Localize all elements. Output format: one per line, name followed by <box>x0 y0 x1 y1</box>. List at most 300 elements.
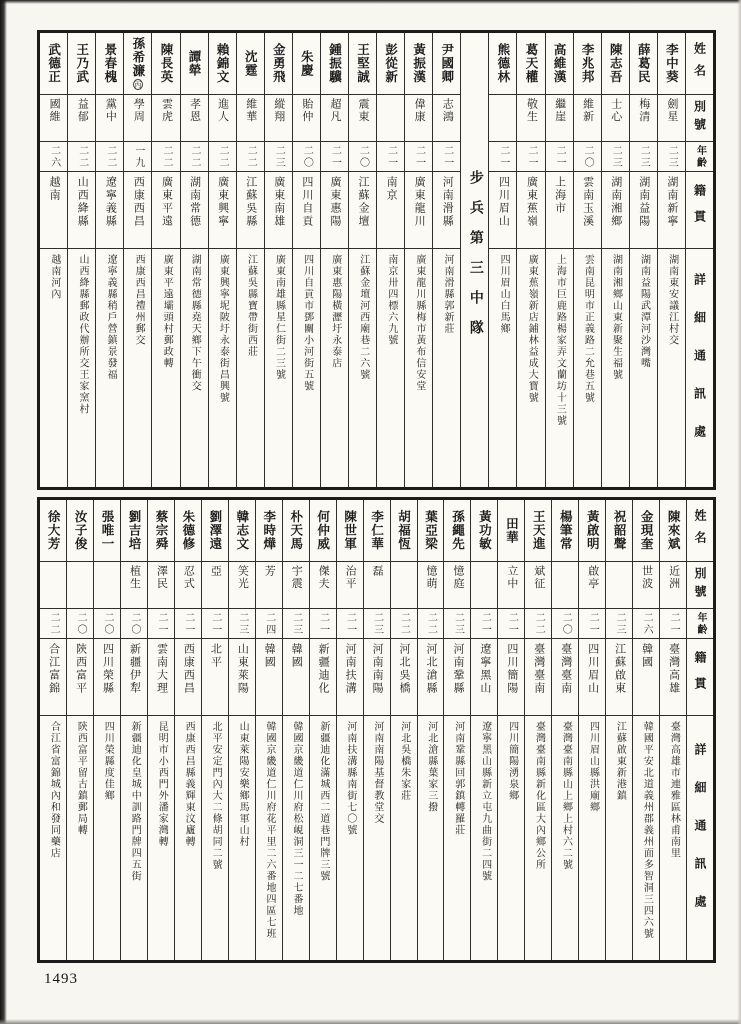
person-alias-cell <box>525 562 551 609</box>
person-column <box>66 500 93 960</box>
person-name-cell <box>574 33 601 95</box>
person-address: 四川眉山縣洪廟鄉 <box>587 721 599 813</box>
person-address: 廣東惠陽橫瀝圩永泰店 <box>329 254 341 369</box>
person-address-cell <box>471 716 497 960</box>
person-name-wrap <box>662 43 680 84</box>
person-origin: 山西絳縣 <box>76 176 89 228</box>
person-name-cell <box>660 500 686 562</box>
person-age-cell <box>444 609 470 639</box>
person-address: 臺灣臺南縣新化區大內鄉公所 <box>533 721 545 871</box>
person-address: 河南鞏縣回郭鎮轉羅莊 <box>452 721 464 836</box>
person-age: 二三 <box>610 144 622 169</box>
person-alias: 亞 <box>209 565 222 578</box>
person-alias-cell <box>256 562 282 609</box>
person-address: 四川自貢市鄧關小河街五號 <box>301 254 313 392</box>
header-column <box>686 500 713 960</box>
scan-artifact-bottom-edge <box>0 1019 741 1024</box>
person-age: 二三 <box>371 611 383 636</box>
person-name-cell <box>293 33 320 95</box>
person-age: 二三 <box>614 611 626 636</box>
person-age-cell <box>229 609 255 639</box>
person-name-wrap <box>395 510 413 551</box>
person-address-cell <box>602 249 629 487</box>
person-age-cell <box>67 609 93 639</box>
person-origin: 臺灣高雄 <box>667 643 680 695</box>
person-age: 二一 <box>441 144 453 169</box>
person-age: 一九 <box>132 144 144 169</box>
person-age-cell <box>283 609 309 639</box>
header-origin-label: 籍貫 <box>692 184 707 236</box>
person-name-cell <box>658 33 685 95</box>
roster-table-top <box>37 30 716 490</box>
person-column <box>236 33 264 487</box>
person-age: 二二 <box>76 144 88 169</box>
person-address-cell <box>67 716 93 960</box>
company-label-column <box>460 33 488 487</box>
person-address-cell <box>96 249 123 487</box>
person-age: 二一 <box>413 144 425 169</box>
page-number: 1493 <box>44 971 78 987</box>
person-age-cell <box>124 142 151 172</box>
person-column <box>632 500 659 960</box>
person-age: 二一 <box>155 611 167 636</box>
person-address: 四川眉山白馬鄉 <box>498 254 510 335</box>
person-address-cell <box>579 716 605 960</box>
person-name-cell <box>405 33 432 95</box>
person-origin: 遼寧義縣 <box>104 176 117 228</box>
person-alias-cell <box>40 562 66 609</box>
header-name-label: 姓名 <box>693 508 708 553</box>
person-age: 二一 <box>497 144 509 169</box>
person-alias: 傑夫 <box>317 565 330 590</box>
person-address: 廣東龍川縣梅市黃布信安堂 <box>413 254 425 392</box>
person-alias-cell <box>237 95 264 142</box>
person-name: 田華 <box>504 517 519 544</box>
person-alias-cell <box>94 562 120 609</box>
person-alias: 啟亭 <box>586 565 599 590</box>
person-column <box>348 33 376 487</box>
person-address-cell <box>364 716 390 960</box>
person-address: 臺灣臺南縣山上鄉上村六二號 <box>560 721 572 871</box>
person-name-wrap <box>550 43 568 84</box>
person-name-cell <box>633 500 659 562</box>
person-alias-cell <box>517 95 544 142</box>
person-column <box>432 33 460 487</box>
person-name: 朱慶 <box>299 50 314 77</box>
person-age-cell <box>630 142 657 172</box>
person-name-wrap <box>583 510 601 551</box>
person-address: 西康西昌縣義輝東汶廬轉 <box>183 721 195 848</box>
person-column <box>147 500 174 960</box>
person-origin: 山東萊陽 <box>236 643 249 695</box>
person-name-wrap <box>664 510 682 551</box>
person-name: 何仲威 <box>315 510 330 551</box>
person-address-cell <box>310 716 336 960</box>
person-origin-cell <box>321 172 348 249</box>
header-age-label: 年齡 <box>694 144 706 169</box>
person-address: 湖南東安議江村交 <box>666 254 678 346</box>
person-alias: 學周 <box>132 98 145 123</box>
person-age-cell <box>517 142 544 172</box>
person-column <box>601 33 629 487</box>
person-age-cell <box>633 609 659 639</box>
person-alias: 貽仲 <box>300 98 313 123</box>
person-address: 江蘇啟東新港鎮 <box>614 721 626 802</box>
person-origin-cell <box>337 639 363 716</box>
person-name-cell <box>175 500 201 562</box>
person-address: 廣東興寧坭陂圩永泰街昌興號 <box>217 254 229 404</box>
person-origin: 韓國 <box>640 643 653 669</box>
person-origin-cell <box>124 172 151 249</box>
person-name: 賴錦文 <box>215 43 230 84</box>
person-age-cell <box>96 142 123 172</box>
person-name: 葉亞梁 <box>423 510 438 551</box>
person-name: 朴天馬 <box>288 510 303 551</box>
person-name: 李中葵 <box>664 43 679 84</box>
person-origin: 廣東南雄 <box>272 176 285 228</box>
person-origin: 河南滑縣 <box>441 176 454 228</box>
person-alias-cell <box>498 562 524 609</box>
person-origin-cell <box>546 172 573 249</box>
person-name: 楊筆常 <box>558 510 573 551</box>
person-column <box>255 500 282 960</box>
person-address-cell <box>202 716 228 960</box>
person-column <box>292 33 320 487</box>
person-origin: 四川眉山 <box>497 176 510 228</box>
person-age: 二三 <box>236 611 248 636</box>
person-alias-cell <box>175 562 201 609</box>
person-age-cell <box>489 142 516 172</box>
person-address-cell <box>630 249 657 487</box>
person-origin-cell <box>94 639 120 716</box>
person-alias: 維新 <box>581 98 594 123</box>
person-column <box>659 500 686 960</box>
person-alias: 梅清 <box>637 98 650 123</box>
person-address-cell <box>283 716 309 960</box>
person-alias: 雲虎 <box>160 98 173 123</box>
header-address-cell <box>687 716 713 960</box>
person-alias-cell <box>377 95 404 142</box>
person-address-cell <box>349 249 376 487</box>
person-column <box>376 33 404 487</box>
person-name-cell <box>68 33 95 95</box>
person-origin: 廣東惠陽 <box>328 176 341 228</box>
person-address: 河南扶溝縣南街七〇號 <box>344 721 356 836</box>
person-name: 葛天權 <box>523 43 538 84</box>
person-name-wrap <box>341 510 359 551</box>
person-age: 二〇 <box>357 144 369 169</box>
person-address-cell <box>517 249 544 487</box>
person-origin: 四川自貢 <box>300 176 313 228</box>
person-age-cell <box>152 142 179 172</box>
person-column <box>545 33 573 487</box>
person-column <box>657 33 685 487</box>
scan-artifact-left-edge <box>0 0 7 1024</box>
person-address-cell <box>391 716 417 960</box>
person-origin: 江蘇金壇 <box>357 176 370 228</box>
person-age-cell <box>68 142 95 172</box>
person-address: 湖南常德縣堯天鄉下午衝交 <box>189 254 201 392</box>
person-origin: 雲南大理 <box>155 643 168 695</box>
company-label: 步兵第三中隊 <box>467 170 483 350</box>
person-address: 廣東蕉嶺新店鋪林益成大寶號 <box>526 254 538 404</box>
person-alias: 立中 <box>505 565 518 590</box>
header-alias-cell <box>687 562 713 609</box>
person-age: 二二 <box>104 144 116 169</box>
person-name-wrap <box>297 50 315 77</box>
person-address: 臺灣高雄市連雅區林甫南里 <box>668 721 680 859</box>
person-age: 二二 <box>425 611 437 636</box>
person-name-wrap <box>129 37 147 91</box>
person-column <box>95 33 123 487</box>
person-alias-cell <box>321 95 348 142</box>
person-alias-cell <box>40 95 67 142</box>
header-origin-label: 籍貫 <box>693 651 708 703</box>
person-age-cell <box>525 609 551 639</box>
person-address: 昆明市小西門外潘家灣轉 <box>156 721 168 848</box>
person-column <box>524 500 551 960</box>
person-alias-cell <box>229 562 255 609</box>
person-origin-cell <box>517 172 544 249</box>
person-address: 上海市巨鹿路楊家弄文蘭坊十三號 <box>554 254 566 427</box>
header-name-cell <box>686 33 713 95</box>
person-address: 河南滑縣郭新莊 <box>442 254 453 335</box>
person-name: 蔡宗舜 <box>153 510 168 551</box>
person-origin: 四川眉山 <box>586 643 599 695</box>
person-column <box>123 33 151 487</box>
person-age-cell <box>209 142 236 172</box>
person-alias: 世波 <box>640 565 653 590</box>
person-age-cell <box>498 609 524 639</box>
person-name-cell <box>310 500 336 562</box>
person-name: 黃振漢 <box>411 43 426 84</box>
person-name: 黃啟明 <box>585 510 600 551</box>
scan-artifact-top-edge <box>0 0 741 4</box>
person-alias-cell <box>152 95 179 142</box>
person-age: 二二 <box>533 611 545 636</box>
header-column <box>685 33 713 487</box>
person-origin: 四川榮縣 <box>101 643 114 695</box>
person-name: 陳志吾 <box>608 43 623 84</box>
person-age: 二二 <box>398 611 410 636</box>
person-age: 二一 <box>317 611 329 636</box>
person-age-cell <box>391 609 417 639</box>
person-address-cell <box>181 249 208 487</box>
person-age: 二二 <box>217 144 229 169</box>
person-alias: 孝恩 <box>188 98 201 123</box>
person-origin-cell <box>349 172 376 249</box>
person-address-cell <box>121 716 147 960</box>
person-address-cell <box>633 716 659 960</box>
person-age: 二三 <box>638 144 650 169</box>
person-origin-cell <box>633 639 659 716</box>
person-age: 二三 <box>273 144 285 169</box>
person-origin: 韓國 <box>263 643 276 669</box>
person-age: 二〇 <box>129 611 140 636</box>
person-name-wrap <box>73 43 91 84</box>
person-name-wrap <box>71 510 89 551</box>
person-name: 陳來斌 <box>666 510 681 551</box>
person-name-wrap <box>382 43 400 84</box>
person-origin-cell <box>67 639 93 716</box>
person-origin: 江蘇啟東 <box>613 643 626 695</box>
person-origin: 新疆伊犁 <box>128 643 141 695</box>
person-address: 西康西昌禮州郵交 <box>133 254 145 346</box>
person-address-cell <box>606 716 632 960</box>
person-age-cell <box>658 142 685 172</box>
header-origin-cell <box>687 639 713 716</box>
person-alias-cell <box>444 562 470 609</box>
person-column <box>180 33 208 487</box>
header-address-label: 詳細通訊處 <box>692 273 707 463</box>
person-alias-cell <box>364 562 390 609</box>
person-origin: 北平 <box>209 643 222 669</box>
person-address-cell <box>433 249 460 487</box>
person-name: 鍾振驥 <box>327 43 342 84</box>
person-age: 二二 <box>189 144 201 169</box>
person-name-wrap <box>634 43 652 84</box>
person-origin: 湖南湘鄉 <box>609 176 622 228</box>
person-alias-cell <box>67 562 93 609</box>
person-name-wrap <box>368 510 386 551</box>
person-age: 二一 <box>209 611 221 636</box>
person-address: 雲南昆明市正義路二允巷五號 <box>582 254 594 404</box>
person-origin: 河南扶溝 <box>344 643 357 695</box>
person-name-wrap <box>179 510 197 551</box>
person-alias-cell <box>391 562 417 609</box>
person-origin-cell <box>121 639 147 716</box>
person-name: 譚犖 <box>187 50 202 77</box>
person-age-cell <box>310 609 336 639</box>
person-name-wrap <box>410 43 428 84</box>
person-origin-cell <box>574 172 601 249</box>
person-address-cell <box>418 716 444 960</box>
person-name: 金勇飛 <box>271 43 286 84</box>
person-origin-cell <box>660 639 686 716</box>
person-origin-cell <box>152 172 179 249</box>
person-alias: 縱翔 <box>272 98 285 123</box>
person-address: 合江省富錦城內和發同藥店 <box>48 721 60 859</box>
person-column <box>629 33 657 487</box>
person-name-cell <box>283 500 309 562</box>
person-origin-cell <box>606 639 632 716</box>
person-origin-cell <box>391 639 417 716</box>
person-age: 二一 <box>479 611 491 636</box>
person-age-cell <box>471 609 497 639</box>
person-address-cell <box>337 716 363 960</box>
person-alias-cell <box>602 95 629 142</box>
person-age: 二〇 <box>75 611 87 636</box>
person-alias-cell <box>579 562 605 609</box>
person-address: 廣東南雄縣星仁街二三號 <box>273 254 285 381</box>
person-alias: 志鴻 <box>441 98 454 123</box>
person-alias-cell <box>349 95 376 142</box>
person-age: 二〇 <box>582 144 594 169</box>
person-alias: 偉康 <box>413 98 426 123</box>
person-name: 彭從新 <box>383 43 398 84</box>
person-column <box>174 500 201 960</box>
person-origin-cell <box>364 639 390 716</box>
person-origin-cell <box>498 639 524 716</box>
person-origin: 新疆迪化 <box>317 643 330 695</box>
person-age-cell <box>321 142 348 172</box>
person-name: 王堅誠 <box>355 43 370 84</box>
person-name-cell <box>489 33 516 95</box>
person-name-cell <box>471 500 497 562</box>
person-name-cell <box>377 33 404 95</box>
person-origin-cell <box>579 639 605 716</box>
person-name-wrap <box>475 510 493 551</box>
person-name: 熊德林 <box>495 43 510 84</box>
person-column <box>201 500 228 960</box>
person-name: 武德正 <box>46 43 61 84</box>
person-origin: 廣東興寧 <box>216 176 229 228</box>
person-name-wrap <box>448 510 466 551</box>
person-alias: 益郁 <box>76 98 89 123</box>
person-origin-cell <box>525 639 551 716</box>
person-column <box>551 500 578 960</box>
person-column <box>390 500 417 960</box>
person-alias-cell <box>489 95 516 142</box>
person-name: 黃功敏 <box>477 510 492 551</box>
header-alias-label: 別號 <box>693 567 708 603</box>
person-age: 二二 <box>48 611 60 636</box>
person-age: 二一 <box>554 144 566 169</box>
person-name: 陳世軍 <box>342 510 357 551</box>
person-address-cell <box>546 249 573 487</box>
person-name-wrap <box>233 510 251 551</box>
person-name-cell <box>606 500 632 562</box>
person-address-cell <box>377 249 404 487</box>
person-origin: 遼寧黑山 <box>478 643 491 695</box>
person-address: 湖南益陽武潭河沙灣嘴 <box>638 254 650 369</box>
person-address-cell <box>525 716 551 960</box>
person-name-cell <box>124 33 151 95</box>
person-name: 薛葛民 <box>636 43 651 84</box>
person-origin-cell <box>489 172 516 249</box>
person-origin-cell <box>148 639 174 716</box>
person-name-cell <box>256 500 282 562</box>
person-alias-cell <box>68 95 95 142</box>
person-name-cell <box>418 500 444 562</box>
person-name-cell <box>433 33 460 95</box>
person-alias: 國維 <box>48 98 61 123</box>
person-address: 新疆迪化皇城中訓路門牌四五街 <box>129 721 141 882</box>
person-column <box>264 33 292 487</box>
person-column <box>363 500 390 960</box>
person-age-cell <box>377 142 404 172</box>
person-origin-cell <box>96 172 123 249</box>
person-name-wrap <box>556 510 574 551</box>
person-address: 江蘇吳縣寶帶街西莊 <box>245 254 257 358</box>
person-column <box>228 500 255 960</box>
person-alias-cell <box>96 95 123 142</box>
person-address-cell <box>293 249 320 487</box>
person-address-cell <box>498 716 524 960</box>
person-address: 韓國平安北道義州郡義州面多智洞三四六號 <box>641 721 653 940</box>
person-alias: 士心 <box>609 98 622 123</box>
person-name-wrap <box>206 510 224 551</box>
person-age-cell <box>574 142 601 172</box>
person-address-cell <box>209 249 236 487</box>
person-age: 二〇 <box>102 611 114 636</box>
person-origin-cell <box>471 639 497 716</box>
person-origin-cell <box>433 172 460 249</box>
header-age-cell <box>687 609 713 639</box>
person-age-cell <box>148 609 174 639</box>
person-address-cell <box>148 716 174 960</box>
person-age-cell <box>237 142 264 172</box>
